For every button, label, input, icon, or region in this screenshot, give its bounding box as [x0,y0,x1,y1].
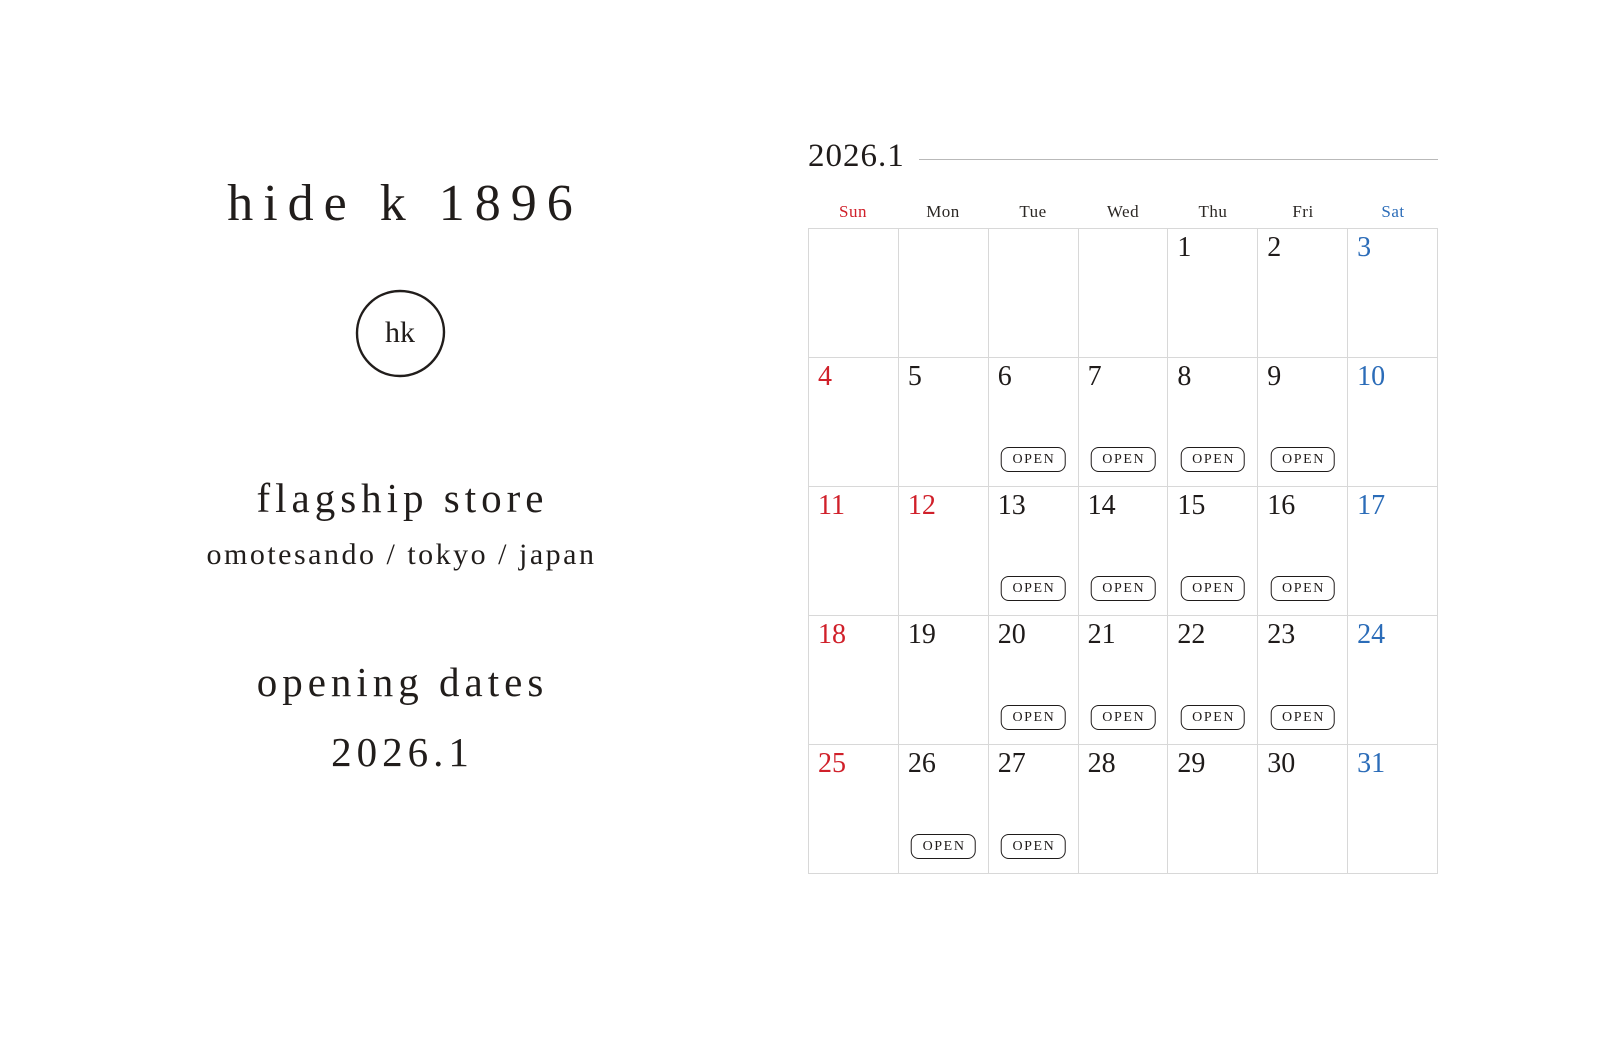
calendar-day-cell[interactable] [899,745,989,874]
weekday-header-fri: Fri [1292,202,1314,221]
weekday-header-thu: Thu [1198,202,1228,221]
flagship-store-label: flagship store [256,475,549,521]
calendar-day-cell[interactable] [989,487,1079,616]
calendar-month-label: 2026.1 [808,137,905,174]
day-number: 9 [1267,361,1282,392]
weekday-header-tue: Tue [1019,202,1047,221]
calendar-day-cell[interactable] [899,616,989,745]
calendar-day-cell[interactable] [1079,358,1169,487]
calendar [808,132,1438,874]
calendar-day-cell[interactable] [899,487,989,616]
store-location: omotesando / tokyo / japan [206,538,597,571]
calendar-day-cell[interactable] [1348,358,1438,487]
open-badge: OPEN [1091,705,1156,730]
day-number: 19 [907,619,936,650]
day-number: 10 [1357,361,1386,392]
day-number: 11 [818,490,845,521]
calendar-day-cell[interactable] [1168,487,1258,616]
calendar-empty-cell [809,229,899,358]
calendar-empty-cell [989,229,1079,358]
calendar-day-cell[interactable] [1168,358,1258,487]
calendar-day-cell[interactable] [1258,745,1348,874]
weekday-header-wed: Wed [1106,202,1140,221]
day-number: 6 [997,361,1012,392]
calendar-day-cell[interactable] [1079,745,1169,874]
day-number: 26 [907,748,936,779]
calendar-empty-cell [1079,229,1169,358]
open-badge: OPEN [1001,705,1066,730]
day-number: 13 [997,490,1026,521]
open-badge: OPEN [1001,576,1066,601]
day-number: 21 [1087,619,1116,650]
calendar-empty-cell [899,229,989,358]
calendar-header [808,132,1438,180]
day-number: 29 [1177,748,1206,779]
calendar-day-cell[interactable] [809,358,899,487]
open-badge: OPEN [1091,447,1156,472]
open-badge: OPEN [1181,447,1246,472]
brand-panel [0,0,800,1052]
calendar-day-cell[interactable] [1258,229,1348,358]
calendar-day-cell[interactable] [989,358,1079,487]
day-number: 18 [818,619,846,650]
open-badge: OPEN [1001,834,1066,859]
calendar-day-cell[interactable] [989,616,1079,745]
calendar-day-cell[interactable] [1079,616,1169,745]
calendar-day-cell[interactable] [809,616,899,745]
opening-dates-month: 2026.1 [331,729,474,775]
calendar-day-cell[interactable] [989,745,1079,874]
opening-dates-label: opening dates [256,659,549,705]
day-number: 3 [1357,232,1372,263]
day-number: 31 [1357,748,1386,779]
open-badge: OPEN [1091,576,1156,601]
open-badge: OPEN [1270,705,1335,730]
calendar-day-cell[interactable] [809,487,899,616]
day-number: 16 [1267,490,1296,521]
day-number: 24 [1357,619,1386,650]
calendar-day-cell[interactable] [809,745,899,874]
calendar-day-cell[interactable] [1348,745,1438,874]
calendar-day-cell[interactable] [1348,229,1438,358]
day-number: 20 [997,619,1026,650]
weekday-header-mon: Mon [926,202,960,221]
day-number: 23 [1267,619,1296,650]
calendar-day-cell[interactable] [1258,358,1348,487]
day-number: 28 [1087,748,1116,779]
day-number: 2 [1267,232,1282,263]
calendar-header-rule [919,159,1438,160]
calendar-day-cell[interactable] [1258,616,1348,745]
calendar-day-cell[interactable] [899,358,989,487]
brand-title: hide k 1896 [227,175,583,232]
day-number: 1 [1177,232,1192,263]
day-number: 30 [1267,748,1296,779]
calendar-grid [808,228,1438,874]
day-number: 15 [1177,490,1206,521]
day-number: 17 [1357,490,1386,521]
calendar-day-cell[interactable] [1168,745,1258,874]
day-number: 7 [1087,361,1102,392]
day-number: 4 [818,361,832,392]
weekday-header-sat: Sat [1381,202,1405,221]
calendar-weekday-row [808,202,1438,222]
weekday-header-sun: Sun [839,202,867,221]
logo-monogram: hk [385,316,415,349]
day-number: 25 [818,748,846,779]
day-number: 8 [1177,361,1192,392]
open-badge: OPEN [1181,576,1246,601]
open-badge: OPEN [1270,447,1335,472]
open-badge: OPEN [911,834,976,859]
calendar-day-cell[interactable] [1348,616,1438,745]
day-number: 14 [1087,490,1116,521]
calendar-day-cell[interactable] [1258,487,1348,616]
brand-logo [352,286,448,382]
day-number: 22 [1177,619,1206,650]
calendar-day-cell[interactable] [1168,229,1258,358]
day-number: 5 [907,361,922,392]
day-number: 27 [997,748,1026,779]
open-badge: OPEN [1181,705,1246,730]
calendar-day-cell[interactable] [1168,616,1258,745]
calendar-day-cell[interactable] [1348,487,1438,616]
day-number: 12 [907,490,936,521]
open-badge: OPEN [1001,447,1066,472]
open-badge: OPEN [1270,576,1335,601]
calendar-day-cell[interactable] [1079,487,1169,616]
